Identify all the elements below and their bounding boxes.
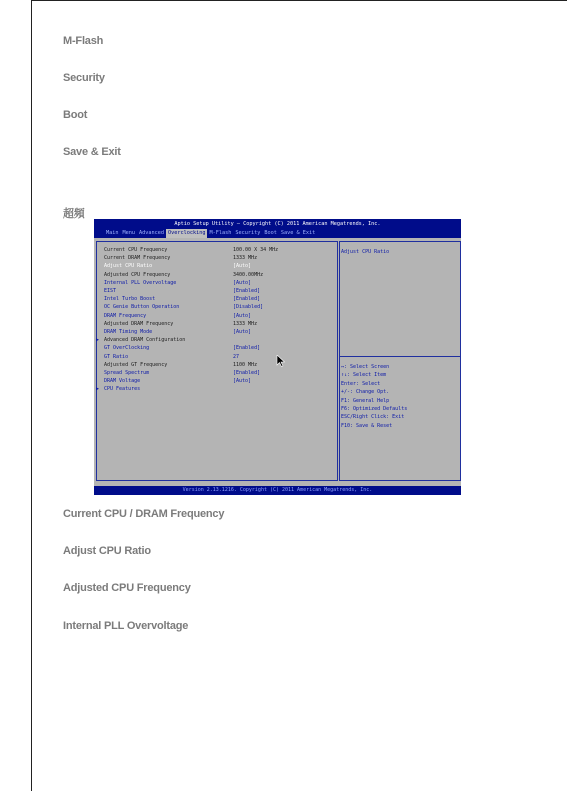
- bios-setting-label: Spread Spectrum: [104, 370, 150, 376]
- bios-key-help-line: Enter: Select: [341, 380, 381, 387]
- bios-setting-value: [Enabled]: [233, 296, 261, 303]
- mouse-cursor-icon: [276, 355, 286, 367]
- bios-tab-save-exit[interactable]: Save & Exit: [280, 230, 316, 236]
- bios-tab-bar: [104, 229, 317, 238]
- bios-setting-value: [Auto]: [233, 312, 252, 319]
- submenu-arrow-icon: ▶: [96, 337, 100, 344]
- bios-setting-value: 1100 MHz: [233, 361, 258, 368]
- bios-title: Aptio Setup Utility – Copyright (C) 2011 American Megatrends, Inc.: [174, 221, 381, 227]
- bios-setting-label: Intel Turbo Boost: [104, 296, 156, 303]
- bios-setting-label: Current DRAM Frequency: [104, 255, 171, 262]
- bios-help-divider: [339, 356, 460, 357]
- bios-key-help-line: +/-: Change Opt.: [341, 389, 390, 396]
- bios-setting-value: [Enabled]: [233, 370, 261, 376]
- bios-key-help-line: F6: Optimized Defaults: [341, 406, 408, 413]
- bios-setting-value: [Auto]: [233, 279, 252, 286]
- bios-setting-value: 1333 MHz: [233, 255, 258, 262]
- heading-adjusted-cpu-frequency: Adjusted CPU Frequency: [63, 582, 191, 594]
- bios-setting-label: DRAM Frequency: [104, 312, 147, 319]
- bios-tab-m-flash[interactable]: M-Flash: [209, 230, 232, 236]
- bios-setting-label: GT OverClocking: [104, 345, 150, 352]
- submenu-arrow-icon: ▶: [96, 386, 100, 393]
- bios-setting-label: Adjusted CPU Frequency: [104, 271, 171, 278]
- bios-help-pane: [339, 241, 461, 481]
- bios-setting-label: Advanced DRAM Configuration: [104, 337, 186, 344]
- bios-tab-main[interactable]: Main: [106, 230, 119, 236]
- bios-setting-label: Adjust CPU Ratio: [104, 263, 153, 270]
- bios-key-help-line: ↔: Select Screen: [341, 364, 390, 370]
- bios-key-help-line: F1: General Help: [341, 397, 390, 404]
- page-frame-left: [31, 0, 32, 791]
- heading-m-flash: M-Flash: [63, 35, 104, 47]
- bios-key-help-line: F10: Save & Reset: [341, 422, 393, 429]
- bios-setting-value: [Disabled]: [233, 304, 264, 311]
- bios-setting-label: Current CPU Frequency: [104, 247, 168, 253]
- bios-setting-label: Internal PLL Overvoltage: [104, 279, 177, 286]
- heading-current-cpu-dram-frequency: Current CPU / DRAM Frequency: [63, 508, 225, 520]
- bios-setting-label: Adjusted DRAM Frequency: [104, 320, 174, 327]
- bios-setting-value: 3400.00MHz: [233, 271, 264, 278]
- bios-setting-value: [Enabled]: [233, 288, 261, 294]
- bios-setting-value: [Enabled]: [233, 345, 261, 352]
- bios-key-help: [341, 363, 407, 430]
- bios-footer: Version 2.13.1216. Copyright (C) 2011 American Megatrends, Inc.: [182, 487, 373, 493]
- bios-setting-label: CPU Features: [104, 386, 141, 393]
- bios-tab-overclocking[interactable]: Overclocking: [168, 230, 206, 236]
- heading-security: Security: [63, 72, 105, 84]
- bios-key-help-line: ↑↓: Select Item: [341, 372, 387, 379]
- bios-help-text: Adjust CPU Ratio: [341, 249, 390, 255]
- bios-setting-label: GT Ratio: [104, 353, 129, 360]
- bios-setting-value: [Auto]: [233, 329, 252, 335]
- bios-setting-value: 1333 MHz: [233, 320, 258, 327]
- bios-tab-boot[interactable]: Boot: [264, 230, 277, 236]
- bios-setting-value: 27: [233, 353, 240, 360]
- bios-setting-value: [Auto]: [233, 378, 252, 385]
- bios-setting-label: DRAM Voltage: [104, 378, 141, 385]
- bios-tab-advanced[interactable]: Advanced: [139, 230, 164, 236]
- page-frame-top: [31, 0, 567, 1]
- bios-key-help-line: ESC/Right Click: Exit: [341, 414, 405, 421]
- bios-tab-security[interactable]: Security: [235, 230, 261, 236]
- bios-setting-value: [Auto]: [233, 263, 252, 270]
- heading-boot: Boot: [63, 109, 88, 121]
- bios-setting-label: OC Genie Button Operation: [104, 304, 180, 311]
- bios-tab-menu[interactable]: Menu: [122, 230, 135, 236]
- section-title: 超頻: [63, 208, 85, 220]
- bios-setting-label: DRAM Timing Mode: [104, 329, 153, 335]
- bios-setting-label: Adjusted GT Frequency: [104, 361, 168, 368]
- bios-setting-value: 100.00 X 34 MHz: [233, 247, 279, 253]
- heading-adjust-cpu-ratio: Adjust CPU Ratio: [63, 545, 151, 557]
- heading-save-exit: Save & Exit: [63, 146, 121, 158]
- bios-setting-label: EIST: [104, 288, 117, 294]
- heading-internal-pll-overvoltage: Internal PLL Overvoltage: [63, 620, 189, 632]
